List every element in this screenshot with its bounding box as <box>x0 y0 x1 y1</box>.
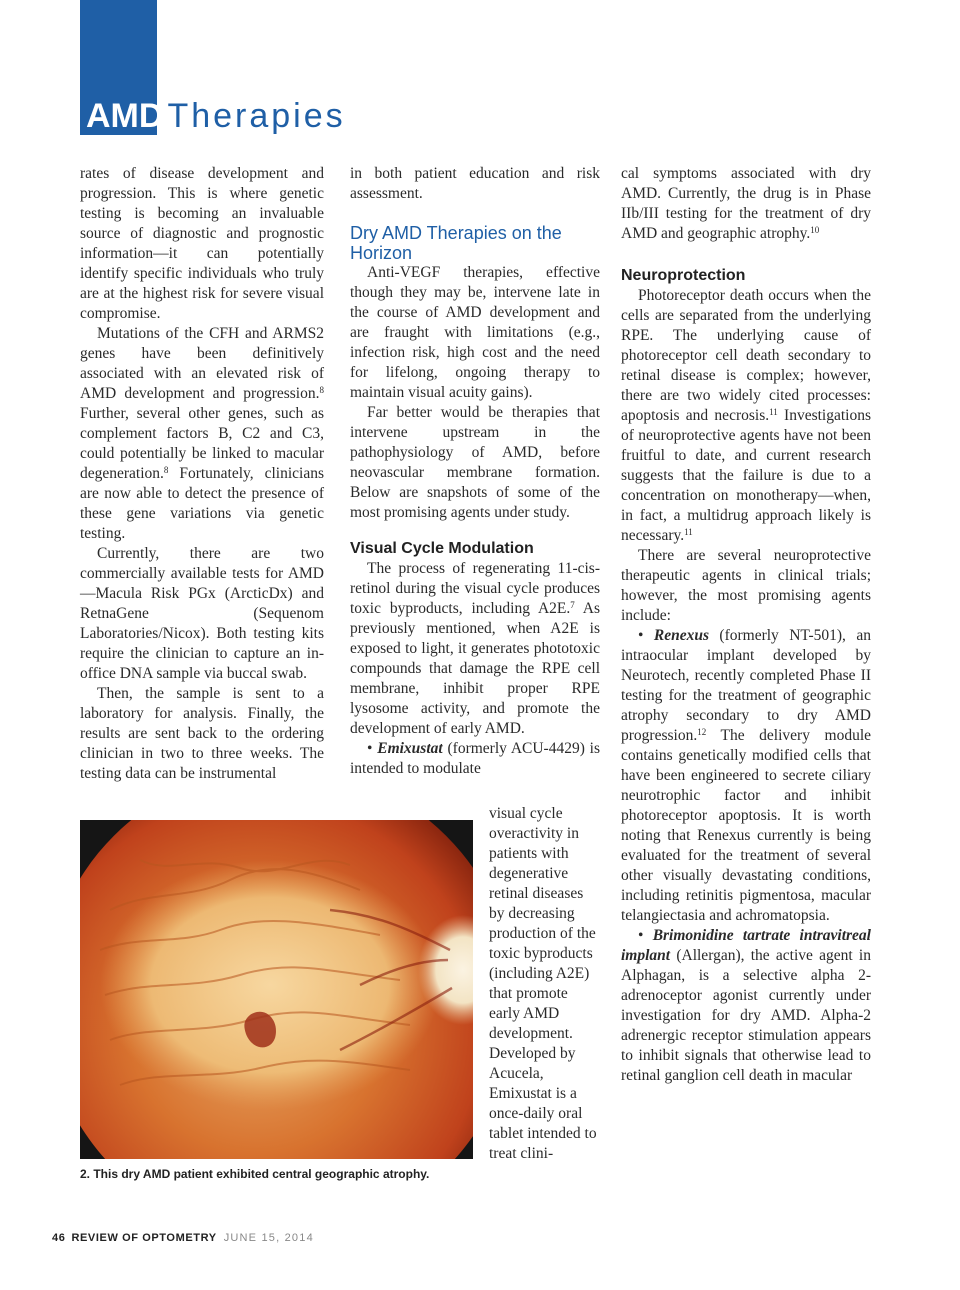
paragraph: Far better would be therapies that intervene upstream in the pathophysiology of AMD, before neovascular membrane formation. Below are snapshots of some of the most promising agents under study. <box>350 404 600 521</box>
paragraph: visual cycle overactivity in patients with degenerative retinal diseases by decreasing production of the toxic byproducts (including A2E) that promote early AMD development. Developed by Acucela, Emixustat is a once-daily oral tablet intended to treat clini- <box>489 805 597 1162</box>
bullet: • <box>638 927 653 944</box>
fundus-photo <box>80 820 473 1159</box>
bullet: • <box>638 627 654 644</box>
figure-caption: 2. This dry AMD patient exhibited central geographic atrophy. <box>80 1167 430 1181</box>
subsection-heading: Neuroprotection <box>621 267 746 284</box>
reference: 11 <box>684 527 693 537</box>
wrapped-text-column <box>489 804 601 1164</box>
reference: 12 <box>697 727 707 737</box>
column-2 <box>350 164 600 779</box>
column-1 <box>80 164 324 784</box>
text-run: Photoreceptor death occurs when the cells are separated from the underlying RPE. The underlying cause of photoreceptor cell death secondary to retinal disease is complex; however, there are two widely cited processes: apoptosis and necrosis. <box>621 287 871 424</box>
reference: 10 <box>810 225 820 235</box>
text-run: The delivery module contains genetically modified cells that have been engineered to secrete ciliary neurotrophic factor and inhibit photoreceptor apoptosis. It is worth noting that Renexus currently is being evaluated for the treatment of several other visually devastating conditions, including retinitis pigmentosa, macular telangiectasia and achromatopsia. <box>621 727 871 924</box>
section-header <box>86 94 346 138</box>
paragraph: There are several neuroprotective therapeutic agents in clinical trials; however, the most promising agents include: <box>621 547 871 624</box>
paragraph <box>80 324 324 544</box>
bullet-paragraph <box>350 739 600 779</box>
text-run: As previously mentioned, when A2E is exposed to light, it generates phototoxic compounds that damage the RPE cell membrane, inhibit proper RPE lysosome activity, and promote the development of early AMD. <box>350 600 600 737</box>
reference: 8 <box>319 385 324 395</box>
bullet-paragraph <box>621 926 871 1086</box>
reference: 8 <box>163 465 169 475</box>
header-therapies: Therapies <box>167 97 346 135</box>
drug-name: Brimonidine tartrate intravitreal implant <box>621 927 871 964</box>
header-amd: AMD <box>86 97 164 135</box>
paragraph <box>621 286 871 546</box>
text-run: Investigations of neuroprotective agents have not been fruitful to date, and current research suggests that the failure is due to a concentration on monotherapy—when, in fact, a multidrug approach likely is necessary. <box>621 407 871 544</box>
text-run: cal symptoms associated with dry AMD. Currently, the drug is in Phase IIb/III testing for the treatment of dry AMD and geographic atrophy. <box>621 165 871 242</box>
reference: 7 <box>570 600 575 610</box>
text-run: Further, several other genes, such as complement factors B, C2 and C3, could potentially be linked to macular degeneration. <box>80 405 324 482</box>
text-run: (formerly ACU-4429) is intended to modulate <box>350 740 601 777</box>
text-run: (Allergan), the active agent in Alphagan, is a selective alpha 2-adrenoceptor agonist currently under investigation for dry AMD. Alpha-2 adrenergic receptor stimulation appears to inhibit signals that otherwise lead to retinal ganglion cell death in macular <box>621 947 871 1084</box>
page-footer <box>52 1232 314 1244</box>
paragraph: Currently, there are two commercially available tests for AMD—Macula Risk PGx (ArcticDx) and RetnaGene (Sequenom Laboratories/Nicox). Both testing kits require the clinician to capture an in-office DNA sample via buccal swab. <box>80 545 324 682</box>
paragraph: in both patient education and risk assessment. <box>350 165 600 202</box>
text-run: (formerly NT-501), an intraocular implant developed by Neurotech, recently completed Phase II testing for the treatment of geographic atrophy secondary to dry AMD progression. <box>621 627 871 744</box>
text-run: The process of regenerating 11-cis-retinol during the visual cycle produces toxic byproducts, including A2E. <box>350 560 600 617</box>
reference: 11 <box>769 407 778 417</box>
magazine-name: REVIEW OF OPTOMETRY <box>71 1232 217 1244</box>
section-heading: Dry AMD Therapies on the Horizon <box>350 223 562 263</box>
paragraph <box>621 164 871 244</box>
subsection-heading: Visual Cycle Modulation <box>350 540 534 557</box>
issue-date: JUNE 15, 2014 <box>223 1232 314 1244</box>
text-run: Mutations of the CFH and ARMS2 genes have been definitively associated with an elevated risk of AMD development and progression. <box>80 325 324 402</box>
paragraph: Anti-VEGF therapies, effective though they may be, intervene late in the course of AMD development and are fraught with limitations (e.g., infection risk, high cost and the need for lifelong, ongoing therapy to maintain visual acuity gains). <box>350 264 600 401</box>
drug-name: Renexus <box>653 627 709 644</box>
bullet: • <box>367 740 378 757</box>
page-number: 46 <box>52 1232 66 1244</box>
bullet-paragraph <box>621 626 871 926</box>
paragraph <box>350 559 600 739</box>
paragraph: rates of disease development and progression. This is where genetic testing is becoming an invaluable source of diagnostic and prognostic information—it can potentially identify specific individuals who truly are at the highest risk for severe visual compromise. <box>80 165 324 322</box>
fundus-image <box>80 820 473 1159</box>
drug-name: Emixustat <box>377 740 443 757</box>
column-3 <box>621 164 871 1086</box>
paragraph: Then, the sample is sent to a laboratory for analysis. Finally, the results are sent back to the ordering clinician in two to three weeks. The testing data can be instrumental <box>80 685 324 782</box>
text-run: Fortunately, clinicians are now able to detect the presence of these gene variations via genetic testing. <box>80 465 324 542</box>
